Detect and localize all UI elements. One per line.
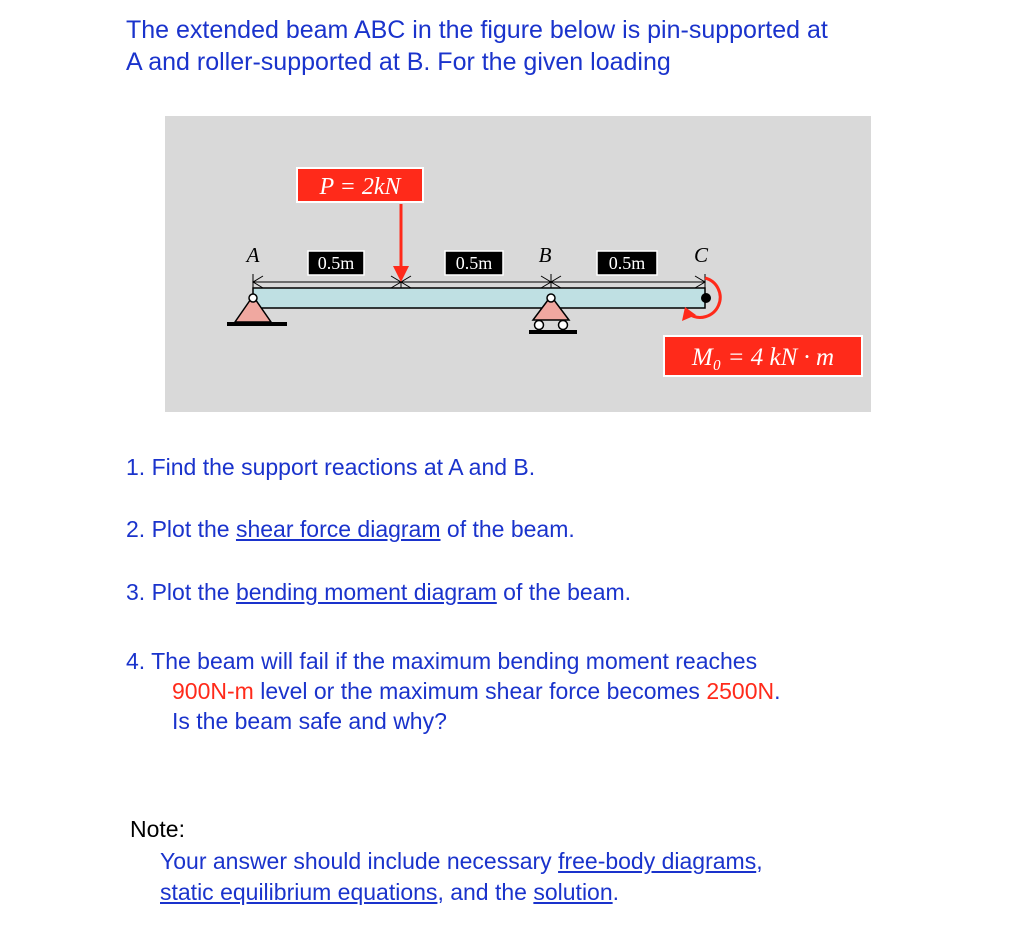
question-1: 1. Find the support reactions at A and B. — [126, 454, 536, 480]
beam-diagram — [165, 116, 871, 412]
dim-1-label: 0.5m — [317, 253, 355, 273]
beam-figure — [165, 116, 871, 412]
question-4-line-2 — [126, 676, 926, 706]
solution-link[interactable]: solution — [533, 879, 613, 905]
note-comma: , — [756, 848, 763, 874]
shear-limit-value: 2500N — [706, 678, 775, 704]
bending-moment-diagram-link[interactable]: bending moment diagram — [235, 579, 497, 605]
moment-limit-value: 900N-m — [172, 678, 254, 704]
question-4 — [126, 646, 926, 736]
question-3-suffix: of the beam. — [496, 579, 632, 605]
dim-3-label: 0.5m — [608, 253, 646, 273]
question-4-line-3: Is the beam safe and why? — [172, 708, 447, 734]
moment-label: M₀ = 4 kN · m — [691, 344, 835, 371]
load-label: P = 2kN — [319, 174, 401, 200]
note-body — [160, 846, 920, 908]
free-body-diagrams-link[interactable]: free-body diagrams — [558, 848, 757, 874]
intro-text — [126, 14, 926, 78]
point-a-label: A — [246, 243, 260, 267]
static-equilibrium-equations-link[interactable]: static equilibrium equations — [160, 879, 438, 905]
question-2 — [126, 514, 575, 544]
question-3-prefix: 3. Plot the — [126, 579, 236, 605]
intro-line-2: A and roller-supported at B. For the given loading — [126, 48, 671, 76]
question-3 — [126, 577, 631, 607]
question-4-line-1: 4. The beam will fail if the maximum bending moment reaches — [126, 648, 758, 674]
question-4-period: . — [774, 678, 781, 704]
dim-2-label: 0.5m — [455, 253, 493, 273]
note-label: Note: — [130, 816, 185, 842]
note-prefix: Your answer should include necessary — [160, 848, 559, 874]
intro-line-1: The extended beam ABC in the figure below is pin-supported at — [126, 16, 828, 44]
question-4-middle: level or the maximum shear force becomes — [253, 678, 707, 704]
question-2-prefix: 2. Plot the — [126, 516, 236, 542]
note-end: . — [612, 879, 620, 905]
shear-force-diagram-link[interactable]: shear force diagram — [235, 516, 441, 542]
point-b-label: B — [538, 243, 552, 267]
question-2-suffix: of the beam. — [440, 516, 575, 542]
point-c-label: C — [693, 243, 709, 267]
beam — [253, 288, 705, 308]
note-middle: , and the — [437, 879, 534, 905]
